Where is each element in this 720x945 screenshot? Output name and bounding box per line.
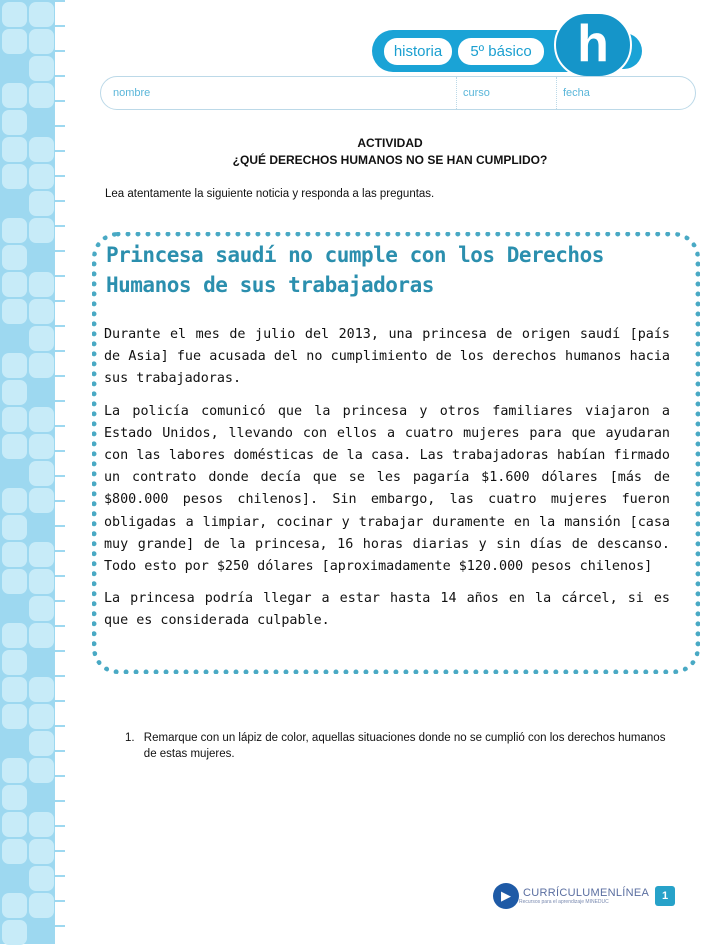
decorative-strip-edge bbox=[55, 0, 65, 944]
strip-square bbox=[29, 83, 54, 108]
strip-square bbox=[2, 758, 27, 783]
student-info-fields bbox=[100, 76, 696, 110]
news-paragraph: Durante el mes de julio del 2013, una princesa de origen saudí [país de Asia] fue acusada del no cumplimiento de los derechos humanos hacia sus trabajadoras. bbox=[104, 327, 670, 387]
strip-square bbox=[29, 704, 54, 729]
strip-square bbox=[29, 731, 54, 756]
brand-tagline: Recursos para el aprendizaje MINEDUC bbox=[519, 899, 609, 905]
strip-square bbox=[2, 569, 27, 594]
strip-square bbox=[29, 893, 54, 918]
strip-square bbox=[2, 380, 27, 405]
strip-square bbox=[2, 866, 27, 891]
subject-tag: historia bbox=[384, 38, 452, 65]
strip-square bbox=[2, 812, 27, 837]
strip-square bbox=[29, 488, 54, 513]
strip-square bbox=[29, 461, 54, 486]
strip-square bbox=[2, 137, 27, 162]
strip-square bbox=[2, 704, 27, 729]
strip-square bbox=[29, 650, 54, 675]
strip-square bbox=[2, 839, 27, 864]
strip-square bbox=[2, 299, 27, 324]
news-paragraph: La princesa podría llegar a estar hasta 14 años en la cárcel, si es que es considerada culpable. bbox=[104, 591, 670, 629]
brand-name: CURRÍCULUMENLÍNEA bbox=[523, 887, 650, 899]
strip-square bbox=[2, 110, 27, 135]
strip-square bbox=[29, 785, 54, 810]
strip-square bbox=[2, 785, 27, 810]
strip-square bbox=[2, 920, 27, 945]
strip-square bbox=[29, 299, 54, 324]
strip-square bbox=[2, 542, 27, 567]
strip-square bbox=[29, 245, 54, 270]
strip-square bbox=[29, 326, 54, 351]
strip-square bbox=[29, 272, 54, 297]
strip-square bbox=[2, 164, 27, 189]
strip-square bbox=[2, 218, 27, 243]
strip-square bbox=[29, 434, 54, 459]
name-field[interactable]: nombre bbox=[113, 87, 151, 99]
news-headline: Princesa saudí no cumple con los Derechos Humanos de sus trabajadoras bbox=[106, 243, 604, 297]
strip-square bbox=[29, 623, 54, 648]
divider bbox=[556, 77, 557, 109]
strip-square bbox=[29, 2, 54, 27]
strip-square bbox=[2, 434, 27, 459]
strip-square bbox=[29, 677, 54, 702]
strip-square bbox=[2, 29, 27, 54]
strip-square bbox=[2, 893, 27, 918]
strip-square bbox=[29, 218, 54, 243]
play-icon: ▶ bbox=[493, 883, 519, 909]
strip-square bbox=[29, 164, 54, 189]
activity-title: ¿QUÉ DERECHOS HUMANOS NO SE HAN CUMPLIDO? bbox=[232, 153, 548, 167]
strip-square bbox=[2, 407, 27, 432]
strip-square bbox=[29, 515, 54, 540]
strip-square bbox=[2, 515, 27, 540]
strip-square bbox=[2, 83, 27, 108]
decorative-side-strip bbox=[0, 0, 55, 944]
strip-square bbox=[29, 110, 54, 135]
strip-square bbox=[29, 29, 54, 54]
strip-square bbox=[29, 812, 54, 837]
strip-square bbox=[29, 191, 54, 216]
date-field[interactable]: fecha bbox=[563, 87, 590, 99]
question-text: Remarque con un lápiz de color, aquellas situaciones donde no se cumplió con los derechos humanos de estas mujeres. bbox=[143, 732, 666, 760]
strip-square bbox=[29, 407, 54, 432]
strip-square bbox=[2, 2, 27, 27]
strip-square bbox=[2, 731, 27, 756]
news-paragraph: La policía comunicó que la princesa y otros familiares viajaron a Estado Unidos, llevando con ellos a cuatro mujeres para que ayudaran con las labores domésticas de la casa. Las trabajadoras habían firmado un contrato donde decía que se les pagaría $1.600 dólares [más de $800.000 pesos chilenos]. Sin embargo, las cuatro mujeres fueron obligadas a limpiar, cocinar y trabajar duramente en la mansión [casa muy grande] de la princesa, 16 horas diarias y sin días de descanso. Todo esto por $250 dólares [aproximadamente $120.000 pesos chilenos] bbox=[104, 403, 670, 575]
strip-square bbox=[29, 839, 54, 864]
strip-square bbox=[2, 488, 27, 513]
strip-square bbox=[2, 353, 27, 378]
strip-square bbox=[29, 542, 54, 567]
subject-logo: h bbox=[554, 12, 632, 78]
strip-square bbox=[2, 623, 27, 648]
strip-square bbox=[2, 191, 27, 216]
page-number: 1 bbox=[655, 886, 675, 906]
course-field[interactable]: curso bbox=[463, 87, 490, 99]
strip-square bbox=[2, 677, 27, 702]
footer-logo bbox=[493, 883, 649, 909]
strip-square bbox=[2, 596, 27, 621]
strip-square bbox=[2, 56, 27, 81]
divider bbox=[456, 77, 457, 109]
strip-square bbox=[29, 380, 54, 405]
grade-tag: 5º básico bbox=[458, 38, 544, 65]
strip-square bbox=[2, 650, 27, 675]
strip-square bbox=[29, 569, 54, 594]
strip-square bbox=[29, 758, 54, 783]
strip-square bbox=[2, 461, 27, 486]
strip-square bbox=[29, 596, 54, 621]
strip-square bbox=[29, 137, 54, 162]
strip-square bbox=[2, 272, 27, 297]
instruction-text: Lea atentamente la siguiente noticia y responda a las preguntas. bbox=[105, 188, 435, 200]
question-number: 1. bbox=[125, 732, 135, 744]
activity-label: ACTIVIDAD bbox=[357, 136, 423, 150]
question-item bbox=[125, 730, 670, 762]
strip-square bbox=[29, 56, 54, 81]
news-body bbox=[104, 324, 670, 643]
strip-square bbox=[29, 866, 54, 891]
strip-square bbox=[2, 326, 27, 351]
strip-square bbox=[2, 245, 27, 270]
strip-square bbox=[29, 353, 54, 378]
strip-square bbox=[29, 920, 54, 945]
